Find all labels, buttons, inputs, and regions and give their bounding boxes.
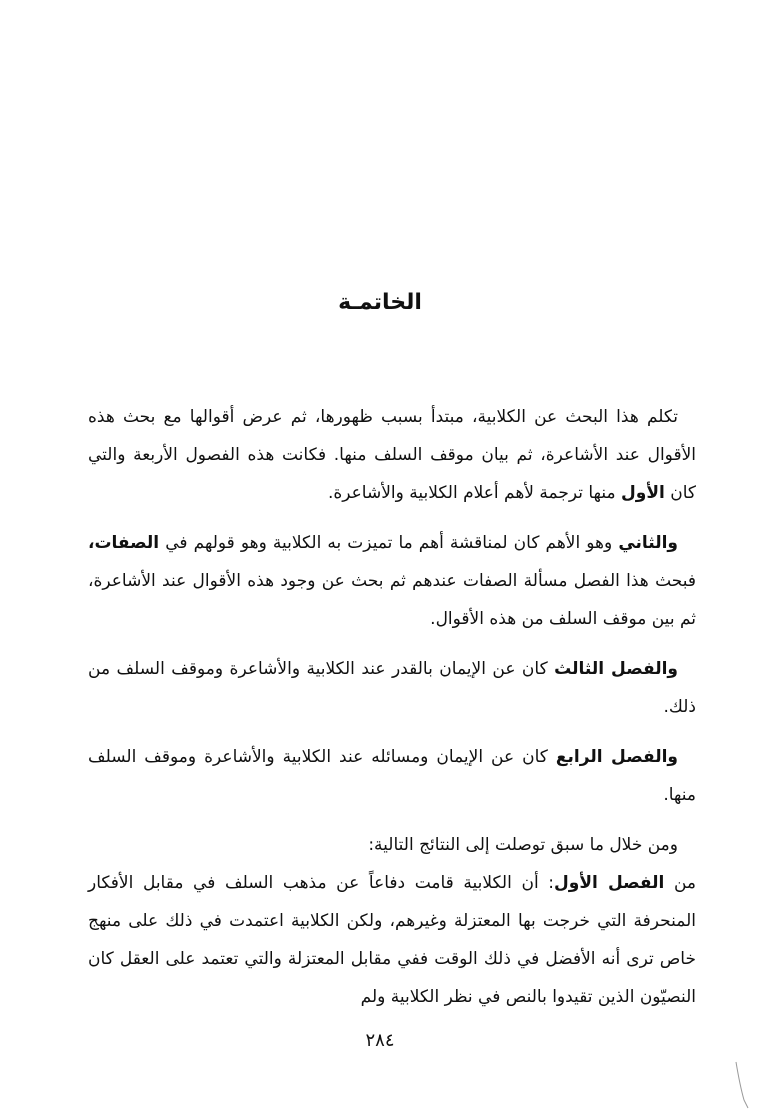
paragraph-intro (88, 398, 696, 512)
bold-term-first: الأول (621, 483, 665, 503)
paragraph-second-chapter (88, 524, 696, 638)
paragraph-results-intro: ومن خلال ما سبق توصلت إلى النتائج التالية: (368, 835, 678, 855)
paragraph-text: كان عن الإيمان ومسائله عند الكلابية والأشاعرة وموقف السلف منها. (88, 747, 696, 805)
paragraph-fourth-chapter (88, 738, 696, 814)
chapter-title: الخاتمـة (338, 290, 422, 315)
paragraph-text: فبحث هذا الفصل مسألة الصفات عندهم ثم بحث عن وجود هذه الأقوال عند الأشاعرة، ثم بين موقف السلف من هذه الأقوال. (88, 571, 696, 629)
paragraph-text: منها ترجمة لأهم أعلام الكلابية والأشاعرة. (327, 483, 622, 503)
paragraph-lead: الفصل الأول (554, 873, 665, 893)
paragraph-lead: والفصل الرابع (555, 747, 678, 767)
paragraph-text: وهو الأهم كان لمناقشة أهم ما تميزت به الكلابية وهو قولهم في (159, 533, 619, 553)
paragraph-text: كان عن الإيمان بالقدر عند الكلابية والأشاعرة وموقف السلف من ذلك. (88, 659, 696, 717)
paragraph-text: تكلم هذا البحث عن الكلابية، مبتدأ بسبب ظهورها، ثم عرض أقوالها مع بحث هذه الأقوال عند الأشاعرة، ثم بيان موقف السلف منها. فكانت هذه الفصول الأربعة والتي كان (88, 407, 696, 503)
paragraph-first-result (88, 864, 696, 1016)
paragraph-lead: والثاني (618, 533, 678, 553)
paragraph-third-chapter (88, 650, 696, 726)
page-edge-mark (730, 1060, 754, 1110)
paragraph-lead: والفصل الثالث (554, 659, 678, 679)
paragraph-text: من (664, 873, 696, 893)
page-body (88, 398, 696, 1028)
bold-term-attributes: الصفات، (88, 533, 160, 553)
paragraph-text: : أن الكلابية قامت دفاعاً عن مذهب السلف في مقابل الأفكار المنحرفة التي خرجت بها المعتزلة وغيرهم، ولكن الكلابية اعتمدت في ذلك على منهج خاص ترى أنه الأفضل في ذلك الوقت ففي مقابل المعتزلة والتي تعتمد على العقل كان النصيّون الذين تقيدوا بالنص في نظر الكلابية ولم (88, 873, 696, 1007)
page-number: ٢٨٤ (365, 1030, 395, 1051)
